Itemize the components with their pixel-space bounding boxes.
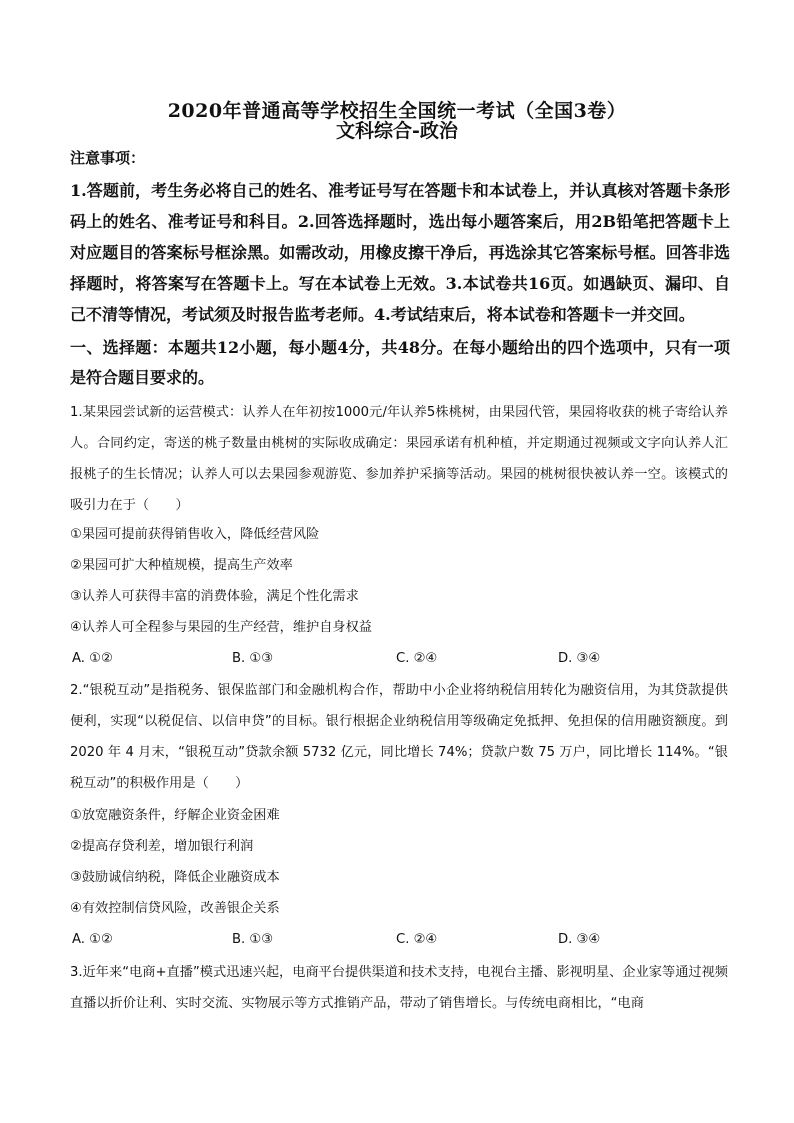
question-1-option-3: ③认养人可获得丰富的消费体验，满足个性化需求 <box>70 589 359 604</box>
question-1-option-1: ①果园可提前获得销售收入，降低经营风险 <box>70 527 320 542</box>
question-1-choice-d: D. ③④ <box>558 651 601 666</box>
question-2-option-2: ②提高存贷利差，增加银行利润 <box>70 839 254 854</box>
question-1-option-2: ②果园可扩大种植规模，提高生产效率 <box>70 558 293 573</box>
question-1-choices <box>70 643 728 674</box>
question-2-choice-a: A. ①② <box>72 932 113 947</box>
question-3-stem: 3.近年来“电商+直播”模式迅速兴起，电商平台提供渠道和技术支持，电视台主播、影视明星、企业家等通过视频直播以折价让利、实时交流、实物展示等方式推销产品，带动了销售增长。与传统电商相比，“电商 <box>70 965 728 1011</box>
exam-subtitle: 文科综合-政治 <box>336 120 458 142</box>
question-2-choice-b: B. ①③ <box>232 932 274 947</box>
notice-label: 注意事项： <box>70 149 146 167</box>
question-1-stem: 1.某果园尝试新的运营模式：认养人在年初按1000元/年认养5株桃树，由果园代管，果园将收获的桃子寄给认养人。合同约定，寄送的桃子数量由桃树的实际收成确定：果园承诺有机种植，并定期通过视频或文字向认养人汇报桃子的生长情况；认养人可以去果园参观游览、参加养护采摘等活动。果园的桃树很快被认养一空。该模式的吸引力在于（ ） <box>70 405 728 513</box>
question-2-choices <box>70 924 728 955</box>
question-2-choice-c: C. ②④ <box>396 932 438 947</box>
question-1-choice-b: B. ①③ <box>232 651 274 666</box>
notice-text: 1.答题前，考生务必将自己的姓名、准考证号写在答题卡和本试卷上，并认真核对答题卡条形码上的姓名、准考证号和科目。2.回答选择题时，选出每小题答案后，用2B铅笔把答题卡上对应题目的答案标号框涂黑。如需改动，用橡皮擦干净后，再选涂其它答案标号框。回答非选择题时，将答案写在答题卡上。写在本试卷上无效。3.本试卷共16页。如遇缺页、漏印、自己不清等情况，考试须及时报告监考老师。4.考试结束后，将本试卷和答题卡一并交回。 <box>70 181 730 324</box>
section-heading: 一、选择题：本题共12小题，每小题4分，共48分。在每小题给出的四个选项中，只有一项是符合题目要求的。 <box>70 338 730 387</box>
question-2-choice-d: D. ③④ <box>558 932 601 947</box>
question-1-choice-a: A. ①② <box>72 651 113 666</box>
exam-title: 2020年普通高等学校招生全国统一考试（全国3卷） <box>167 100 627 122</box>
question-2-option-3: ③鼓励诚信纳税，降低企业融资成本 <box>70 870 280 885</box>
question-2-option-4: ④有效控制信贷风险，改善银企关系 <box>70 901 280 916</box>
question-2-option-1: ①放宽融资条件，纾解企业资金困难 <box>70 808 280 823</box>
question-2-stem: 2.“银税互动”是指税务、银保监部门和金融机构合作，帮助中小企业将纳税信用转化为融资信用，为其贷款提供便利，实现“以税促信、以信申贷”的目标。银行根据企业纳税信用等级确定免抵押、免担保的信用融资额度。到 2020 年 4 月末，“银税互动”贷款余额 5732 亿元，同比增长 74%；贷款户数 75 万户，同比增长 114%。“银税互动”的积极作用是（ ） <box>70 683 728 791</box>
question-1-choice-c: C. ②④ <box>396 651 438 666</box>
question-1-option-4: ④认养人可全程参与果园的生产经营，维护自身权益 <box>70 620 372 635</box>
